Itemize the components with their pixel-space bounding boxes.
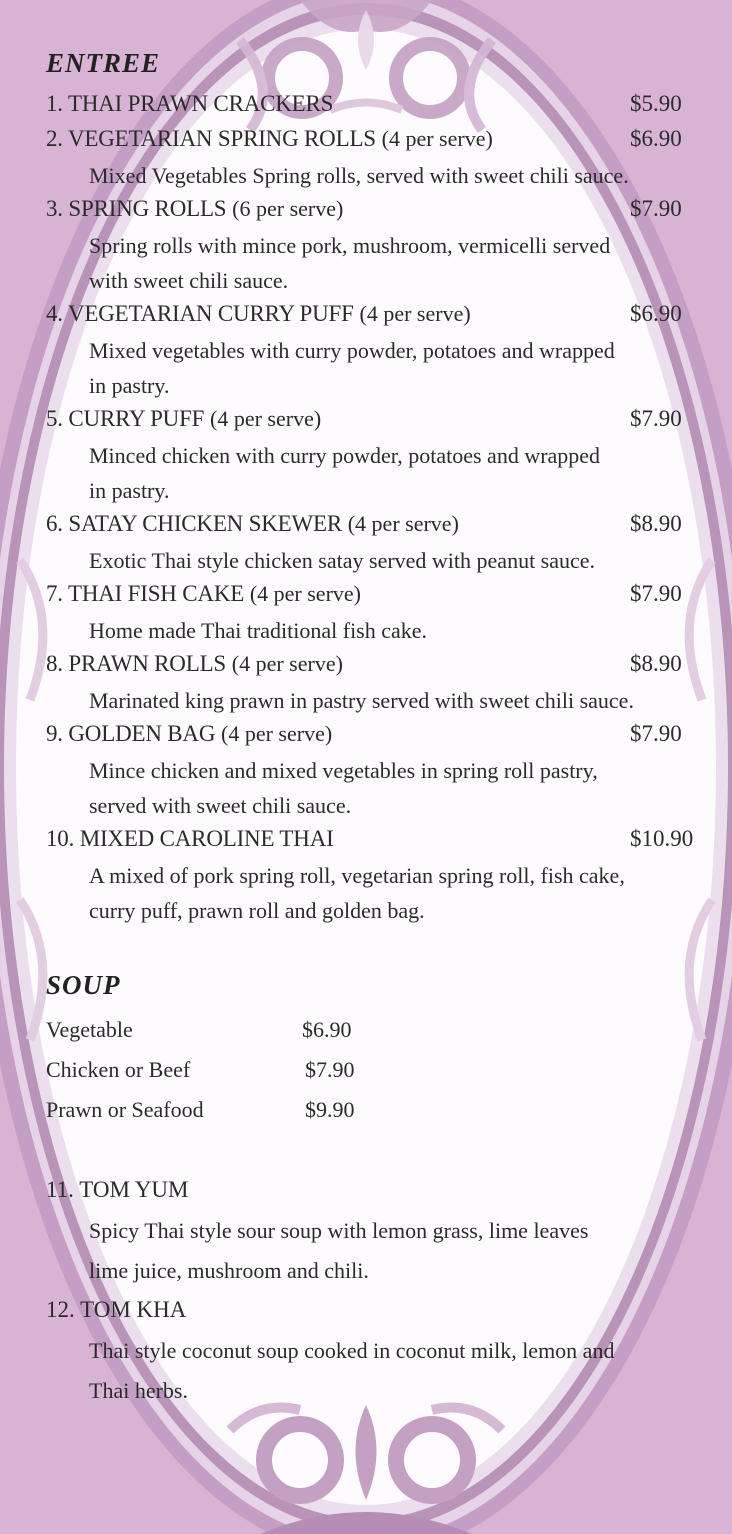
menu-item-description: Minced chicken with curry powder, potatoes and wrapped [89,443,601,468]
menu-item-name: 12. TOM KHA [46,1297,187,1322]
menu-item-price: $7.90 [630,196,682,221]
menu-item-price: $10.90 [630,826,694,851]
menu-item-description: Spicy Thai style sour soup with lemon grass, lime leaves [89,1218,589,1243]
menu-item-name: 4. VEGETARIAN CURRY PUFF (4 per serve) [46,301,471,326]
soup-price-value: $7.90 [305,1057,355,1082]
soup-price-label: Vegetable [46,1017,133,1042]
menu-item-name: 11. TOM YUM [46,1177,189,1202]
menu-item-name: 6. SATAY CHICKEN SKEWER (4 per serve) [46,511,459,536]
menu-item-description: Marinated king prawn in pastry served with sweet chili sauce. [89,688,634,713]
menu-item-description: with sweet chili sauce. [89,268,289,293]
menu-item-description: in pastry. [89,478,170,503]
menu-item-name: 9. GOLDEN BAG (4 per serve) [46,721,333,746]
menu-item-description: Mixed vegetables with curry powder, potatoes and wrapped [89,338,615,363]
menu-item-name: 1. THAI PRAWN CRACKERS [46,91,334,116]
menu-item-price: $7.90 [630,406,682,431]
menu-item-description: Mixed Vegetables Spring rolls, served with sweet chili sauce. [89,163,629,188]
menu-item-name: 5. CURRY PUFF (4 per serve) [46,406,322,431]
menu-item-description: Thai herbs. [89,1378,188,1403]
menu-item-price: $6.90 [630,126,682,151]
menu-item-description: Exotic Thai style chicken satay served with peanut sauce. [89,548,596,573]
soup-price-value: $6.90 [302,1017,352,1042]
menu-item-price: $7.90 [630,581,682,606]
menu-item-description: served with sweet chili sauce. [89,793,352,818]
menu-item-description: Mince chicken and mixed vegetables in spring roll pastry, [89,758,598,783]
menu-item-name: 3. SPRING ROLLS (6 per serve) [46,196,344,221]
menu-item-price: $8.90 [630,511,682,536]
menu-item-price: $6.90 [630,301,682,326]
menu-item-price: $8.90 [630,651,682,676]
menu-item-description: Thai style coconut soup cooked in coconut milk, lemon and [89,1338,615,1363]
menu-item-description: Home made Thai traditional fish cake. [89,618,428,643]
soup-price-label: Chicken or Beef [46,1057,191,1082]
soup-price-label: Prawn or Seafood [46,1097,204,1122]
menu-item-name: 7. THAI FISH CAKE (4 per serve) [46,581,361,606]
menu-item-description: lime juice, mushroom and chili. [89,1258,369,1283]
menu-item-name: 8. PRAWN ROLLS (4 per serve) [46,651,343,676]
menu-item-description: curry puff, prawn roll and golden bag. [89,898,425,923]
menu-item-description: Spring rolls with mince pork, mushroom, vermicelli served [89,233,611,258]
entree-heading: ENTREE [46,48,161,78]
menu-item-description: A mixed of pork spring roll, vegetarian spring roll, fish cake, [89,863,625,888]
menu-item-name: 2. VEGETARIAN SPRING ROLLS (4 per serve) [46,126,493,151]
menu-item-price: $7.90 [630,721,682,746]
soup-price-value: $9.90 [305,1097,355,1122]
menu-item-price: $5.90 [630,91,682,116]
menu-item-description: in pastry. [89,373,170,398]
soup-heading: SOUP [46,970,121,1000]
menu-item-name: 10. MIXED CAROLINE THAI [46,826,334,851]
